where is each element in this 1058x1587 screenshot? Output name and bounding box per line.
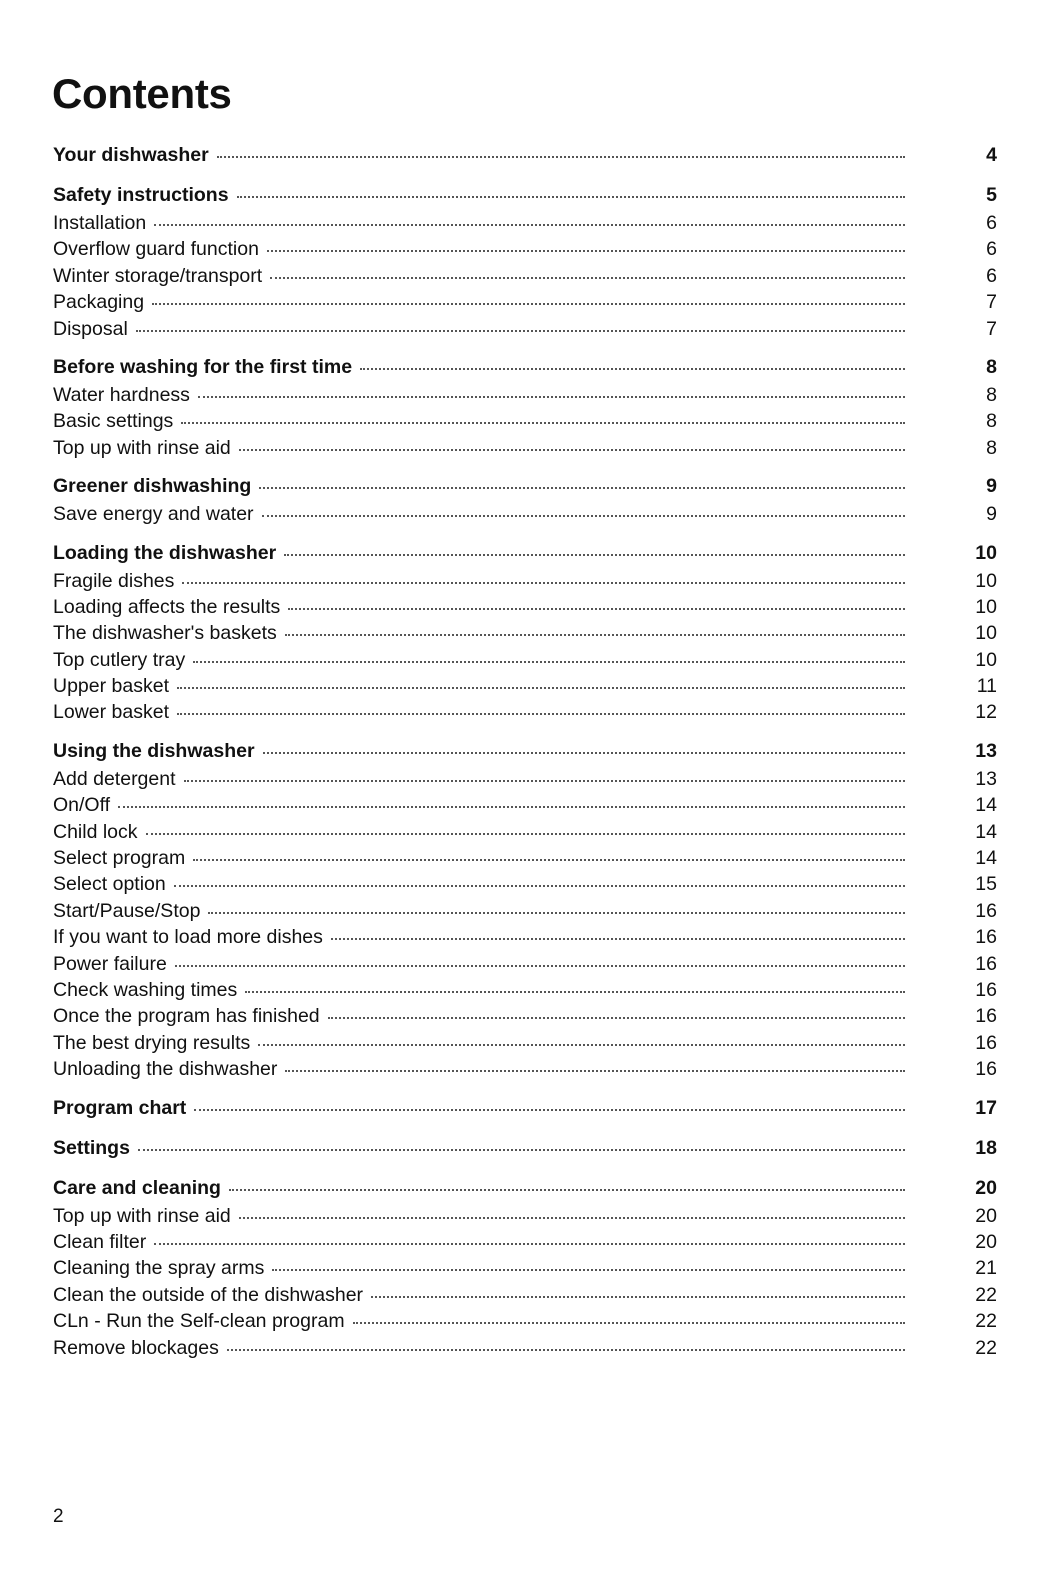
dot-leader (258, 1044, 905, 1046)
toc-entry-row[interactable] (53, 1231, 997, 1257)
toc-entry-label: Save energy and water (53, 503, 254, 526)
toc-entry-row[interactable] (53, 873, 997, 899)
toc-entry-row[interactable] (53, 437, 997, 463)
toc-entry-label: Power failure (53, 952, 167, 975)
toc-heading-page: 9 (986, 475, 997, 498)
toc-entry-page: 16 (975, 1058, 997, 1081)
toc-entry-row[interactable] (53, 1284, 997, 1310)
dot-leader (285, 634, 905, 636)
toc-entry-page: 20 (975, 1204, 997, 1227)
toc-section (53, 144, 997, 172)
toc-heading-page: 13 (975, 739, 997, 762)
section-spacer (53, 1165, 997, 1177)
dot-leader (118, 806, 905, 808)
toc-entry-page: 10 (975, 622, 997, 645)
toc-entry-page: 14 (975, 794, 997, 817)
dot-leader (270, 277, 905, 279)
toc-entry-label: Check washing times (53, 978, 238, 1001)
dot-leader (360, 368, 905, 370)
toc-entry-row[interactable] (53, 926, 997, 952)
dot-leader (284, 554, 905, 556)
toc-entry-label: Cleaning the spray arms (53, 1257, 265, 1280)
toc-entry-page: 6 (986, 212, 997, 234)
toc-entry-page: 7 (986, 317, 997, 340)
toc-entry-page: 16 (975, 952, 997, 975)
toc-entry-page: 13 (975, 767, 997, 790)
toc-entry-page: 6 (986, 238, 997, 261)
toc-heading-label: Loading the dishwasher (53, 541, 277, 564)
toc-entry-label: Start/Pause/Stop (53, 899, 201, 922)
dot-leader (194, 1109, 905, 1111)
dot-leader (371, 1296, 905, 1298)
toc-entry-page: 20 (975, 1230, 997, 1253)
toc-heading-row[interactable] (53, 1177, 997, 1205)
toc-entry-page: 8 (986, 383, 997, 406)
toc-entry-label: Clean the outside of the dishwasher (53, 1283, 364, 1306)
toc-entry-label: Remove blockages (53, 1336, 219, 1359)
toc-heading-row[interactable] (53, 184, 997, 212)
toc-entry-label: Overflow guard function (53, 238, 259, 261)
toc-heading-row[interactable] (53, 1137, 997, 1165)
toc-entry-label: Add detergent (53, 767, 176, 790)
dot-leader (208, 912, 905, 914)
dot-leader (263, 752, 905, 754)
toc-section (53, 1137, 997, 1165)
toc-entry-page: 21 (975, 1257, 997, 1280)
toc-section (53, 740, 997, 1085)
toc-entry-row[interactable] (53, 596, 997, 622)
dot-leader (288, 608, 905, 610)
dot-leader (239, 449, 905, 451)
toc-section (53, 475, 997, 529)
dot-leader (136, 330, 905, 332)
toc-heading-page: 20 (975, 1176, 997, 1199)
dot-leader (331, 938, 905, 940)
dot-leader (181, 422, 905, 424)
dot-leader (227, 1349, 905, 1351)
toc-entry-label: Upper basket (53, 675, 169, 698)
section-spacer (53, 728, 997, 740)
dot-leader (217, 156, 905, 158)
dot-leader (328, 1017, 905, 1019)
toc-entry-label: Once the program has finished (53, 1005, 320, 1028)
dot-leader (152, 303, 905, 305)
toc-heading-row[interactable] (53, 144, 997, 172)
toc-entry-label: Select option (53, 873, 166, 896)
toc-entry-label: If you want to load more dishes (53, 926, 323, 949)
toc-entry-row[interactable] (53, 1058, 997, 1084)
dot-leader (174, 885, 905, 887)
toc-section (53, 1097, 997, 1125)
toc-entry-label: Top up with rinse aid (53, 436, 231, 459)
toc-heading-row[interactable] (53, 475, 997, 503)
toc-entry-row[interactable] (53, 238, 997, 264)
toc-entry-page: 14 (975, 847, 997, 870)
toc-entry-page: 14 (975, 820, 997, 843)
dot-leader (177, 687, 905, 689)
toc-entry-label: The best drying results (53, 1031, 251, 1054)
toc-entry-label: Clean filter (53, 1230, 147, 1253)
toc-entry-row[interactable] (53, 1310, 997, 1336)
dot-leader (262, 515, 905, 517)
toc-entry-row[interactable] (53, 622, 997, 648)
toc-heading-label: Care and cleaning (53, 1176, 221, 1199)
dot-leader (245, 991, 905, 993)
dot-leader (184, 780, 905, 782)
dot-leader (353, 1322, 905, 1324)
toc-section (53, 542, 997, 728)
toc-entry-row[interactable] (53, 384, 997, 410)
dot-leader (285, 1070, 905, 1072)
toc-heading-page: 18 (975, 1136, 997, 1159)
toc-heading-row[interactable] (53, 356, 997, 384)
section-spacer (53, 530, 997, 542)
toc-heading-label: Safety instructions (53, 184, 229, 206)
toc-entry-row[interactable] (53, 1205, 997, 1231)
toc-entry-row[interactable] (53, 212, 997, 238)
dot-leader (198, 396, 905, 398)
dot-leader (259, 487, 905, 489)
toc-entry-row[interactable] (53, 570, 997, 596)
toc-heading-label: Using the dishwasher (53, 739, 255, 762)
page-title: Contents (52, 70, 232, 117)
section-spacer (53, 463, 997, 475)
toc-entry-label: Loading affects the results (53, 595, 281, 618)
toc-entry-page: 12 (975, 701, 997, 724)
toc-entry-row[interactable] (53, 1337, 997, 1363)
toc-heading-label: Your dishwasher (53, 144, 209, 166)
toc-entry-row[interactable] (53, 1032, 997, 1058)
toc-entry-row[interactable] (53, 318, 997, 344)
toc-heading-row[interactable] (53, 1097, 997, 1125)
toc-entry-page: 22 (975, 1310, 997, 1333)
toc-entry-row[interactable] (53, 675, 997, 701)
toc-entry-page: 8 (986, 410, 997, 433)
toc-entry-label: On/Off (53, 794, 111, 817)
toc-entry-label: Child lock (53, 820, 138, 843)
section-spacer (53, 172, 997, 184)
toc-entry-row[interactable] (53, 410, 997, 436)
toc-entry-label: CLn - Run the Self-clean program (53, 1310, 345, 1333)
toc-entry-page: 22 (975, 1283, 997, 1306)
toc-entry-page: 10 (975, 569, 997, 592)
toc-entry-page: 16 (975, 1031, 997, 1054)
dot-leader (182, 582, 905, 584)
toc-entry-page: 10 (975, 648, 997, 671)
toc-entry-row[interactable] (53, 847, 997, 873)
toc-heading-row[interactable] (53, 542, 997, 570)
toc-entry-row[interactable] (53, 953, 997, 979)
toc-entry-page: 16 (975, 899, 997, 922)
section-spacer (53, 1085, 997, 1097)
toc-entry-row[interactable] (53, 503, 997, 529)
toc-entry-page: 15 (975, 873, 997, 896)
toc-entry-label: Top cutlery tray (53, 648, 186, 671)
toc-heading-label: Settings (53, 1136, 130, 1159)
toc-heading-row[interactable] (53, 740, 997, 768)
toc-entry-page: 7 (986, 291, 997, 314)
toc-entry-label: Fragile dishes (53, 569, 175, 592)
toc-entry-row[interactable] (53, 1005, 997, 1031)
dot-leader (239, 1217, 905, 1219)
toc-entry-label: Disposal (53, 317, 128, 340)
dot-leader (175, 965, 905, 967)
toc-heading-label: Greener dishwashing (53, 475, 252, 498)
dot-leader (138, 1149, 905, 1151)
toc-heading-page: 5 (986, 184, 997, 206)
toc-entry-row[interactable] (53, 291, 997, 317)
toc-entry-page: 16 (975, 1005, 997, 1028)
toc-entry-row[interactable] (53, 1257, 997, 1283)
toc-entry-row[interactable] (53, 900, 997, 926)
toc-entry-label: Unloading the dishwasher (53, 1058, 278, 1081)
toc-entry-label: Water hardness (53, 383, 190, 406)
toc-heading-page: 8 (986, 355, 997, 378)
toc-entry-row[interactable] (53, 701, 997, 727)
dot-leader (154, 1243, 905, 1245)
dot-leader (229, 1189, 905, 1191)
toc-heading-label: Before washing for the first time (53, 355, 353, 378)
toc-entry-row[interactable] (53, 649, 997, 675)
page-number: 2 (53, 1506, 64, 1527)
dot-leader (146, 833, 905, 835)
section-spacer (53, 344, 997, 356)
toc-heading-page: 4 (986, 144, 997, 166)
toc-entry-label: Lower basket (53, 701, 169, 724)
table-of-contents (53, 144, 997, 1363)
toc-section (53, 356, 997, 463)
dot-leader (267, 250, 905, 252)
toc-entry-page: 22 (975, 1336, 997, 1359)
dot-leader (237, 196, 905, 198)
dot-leader (154, 224, 905, 226)
toc-entry-page: 8 (986, 436, 997, 459)
toc-heading-page: 10 (975, 541, 997, 564)
toc-entry-label: Packaging (53, 291, 145, 314)
toc-section (53, 1177, 997, 1363)
dot-leader (193, 859, 905, 861)
toc-section (53, 184, 997, 344)
toc-heading-label: Program chart (53, 1096, 187, 1119)
toc-entry-row[interactable] (53, 794, 997, 820)
section-spacer (53, 1125, 997, 1137)
toc-entry-page: 10 (975, 595, 997, 618)
toc-entry-label: Installation (53, 212, 147, 234)
toc-entry-page: 6 (986, 264, 997, 287)
toc-entry-row[interactable] (53, 821, 997, 847)
toc-entry-page: 16 (975, 978, 997, 1001)
toc-entry-row[interactable] (53, 768, 997, 794)
toc-entry-page: 11 (976, 675, 997, 698)
toc-entry-label: The dishwasher's baskets (53, 622, 277, 645)
toc-entry-row[interactable] (53, 979, 997, 1005)
toc-heading-page: 17 (975, 1096, 997, 1119)
dot-leader (272, 1269, 905, 1271)
dot-leader (177, 713, 905, 715)
toc-entry-row[interactable] (53, 265, 997, 291)
dot-leader (193, 661, 905, 663)
toc-entry-page: 16 (975, 926, 997, 949)
toc-entry-label: Winter storage/transport (53, 264, 263, 287)
toc-entry-page: 9 (986, 503, 997, 526)
toc-entry-label: Basic settings (53, 410, 174, 433)
toc-entry-label: Top up with rinse aid (53, 1204, 231, 1227)
toc-entry-label: Select program (53, 847, 186, 870)
